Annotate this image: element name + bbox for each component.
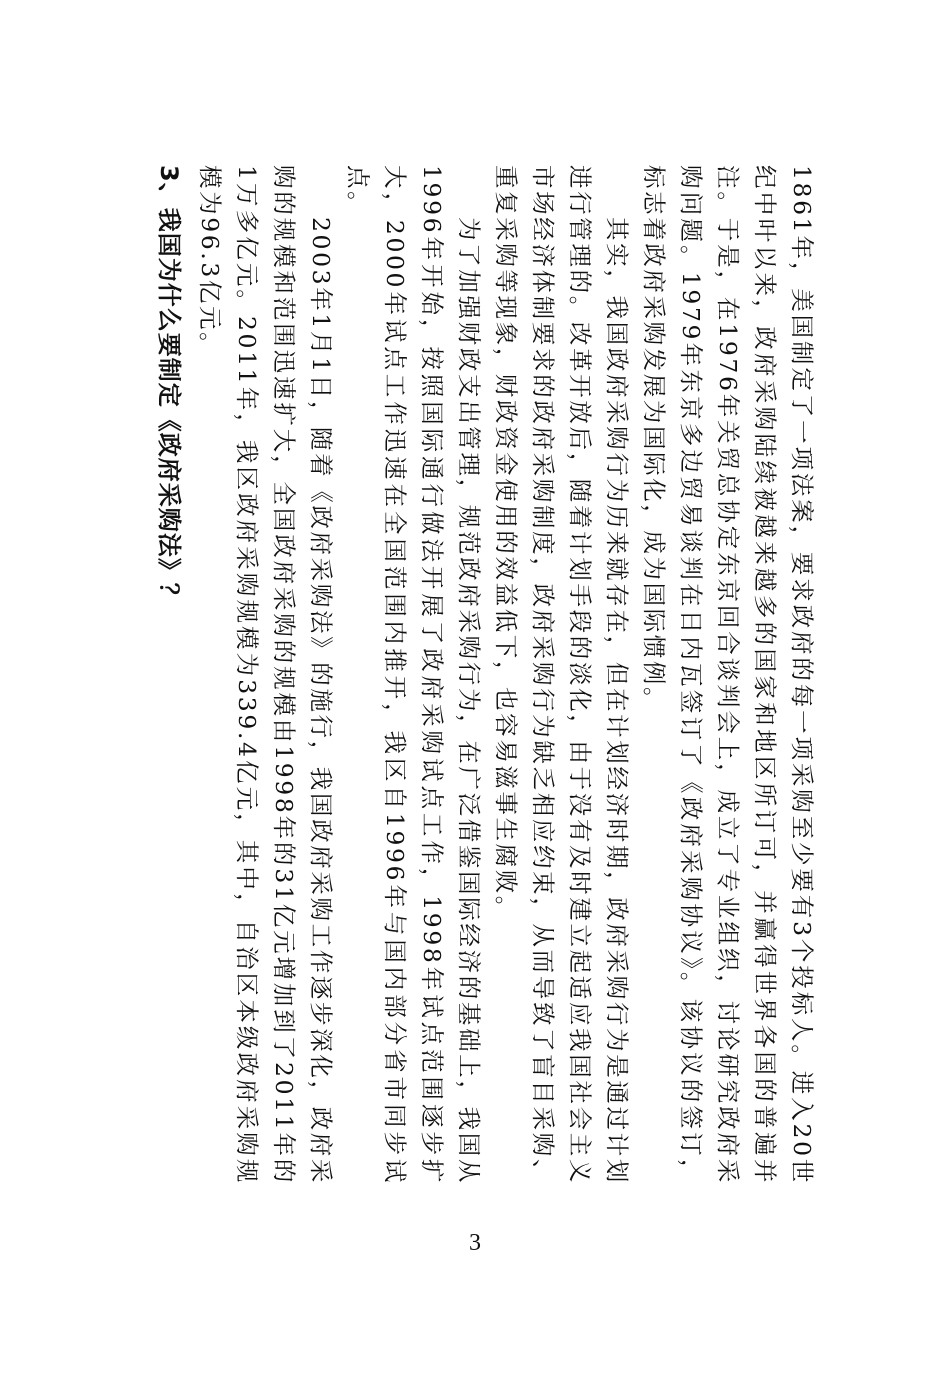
section-heading: 3、我国为什么要制定《政府采购法》？ bbox=[155, 165, 183, 608]
paragraph-history: 1861年，美国制定了一项法案，要求政府的每一项采购至少要有3个投标人。进入20世纪中叶以来，政府采购陆续被越来越多的国家和地区所订可，并赢得世界各国的普遍并注。于是，在1976年关贸总协定东京回合谈判会上，成立了专业组织，讨论研究政府采购问题。1979年东京多边贸易谈判在日内瓦签订了《政府采购协议》。该协议的签订，标志着政府采购发展为国际化，成为国际惯例。 bbox=[640, 165, 816, 1185]
paragraph-scale: 2003年1月1日，随着《政府采购法》的施行，我国政府采购工作逐步深化，政府采购的规模和范围迅速扩大，全国政府采购的规模由1998年的31亿元增加到了2011年的1万多亿元。2011年，我区政府采购规模为339.4亿元，其中，自治区本级政府采购规模为96.3亿元。 bbox=[196, 165, 335, 1185]
rotated-content bbox=[120, 165, 820, 1185]
page-number: 3 bbox=[469, 1230, 481, 1256]
paragraph-pilot: 为了加强财政支出管理，规范政府采购行为，在广泛借鉴国际经济的基础上，我国从1996年开始，按照国际通行做法开展了政府采购试点工作，1998年试点范围逐步扩大，2000年试点工作迅速在全国范围内推开，我区自1996年与国内部分省市同步试点。 bbox=[344, 165, 483, 1185]
paragraph-china-background: 其实，我国政府采购行为历来就存在，但在计划经济时期，政府采购行为是通过计划进行管理的。改革开放后，随着计划手段的淡化，由于没有及时建立起适应我国社会主义市场经济体制要求的政府采购制度，政府采购行为缺乏相应约束，从而导致了盲目采购、重复采购等现象，财政资金使用的效益低下，也容易滋事生腐败。 bbox=[492, 165, 631, 1185]
